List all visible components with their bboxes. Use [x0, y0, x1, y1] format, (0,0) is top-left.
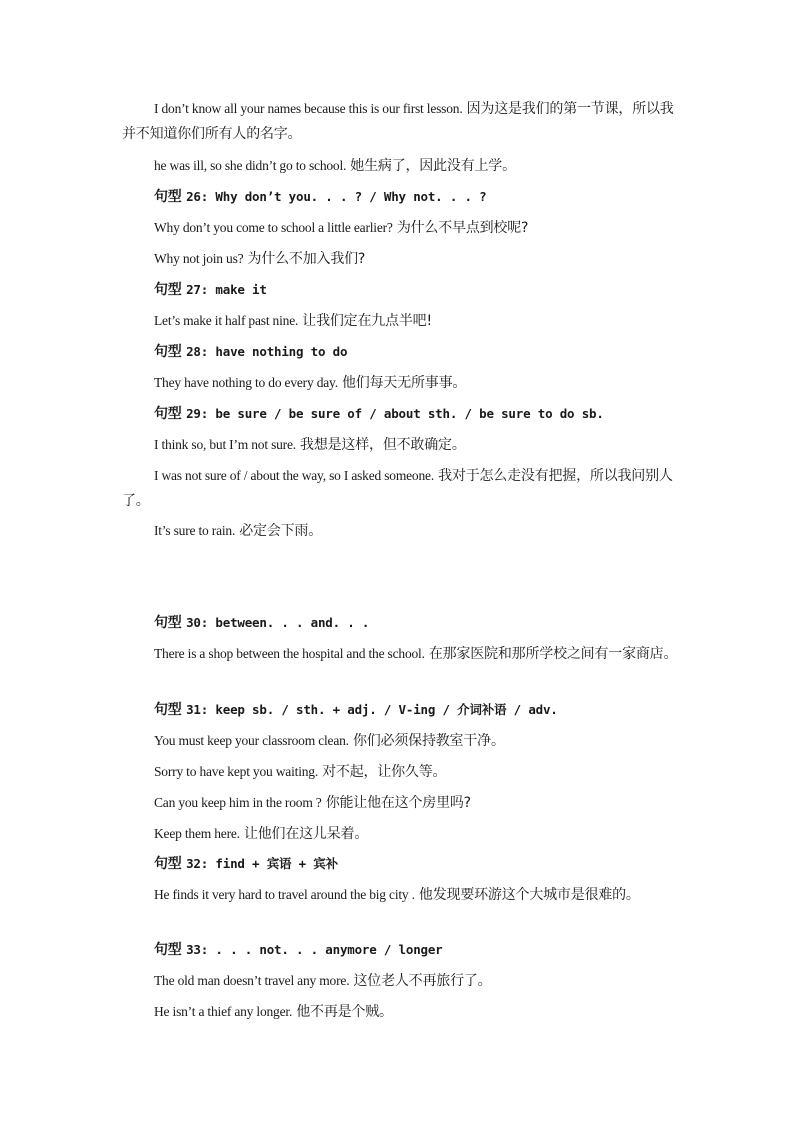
english-text: Why not join us? [154, 251, 244, 266]
english-text: He isn’t a thief any longer. [154, 1004, 293, 1019]
heading-pattern: 27: make it [186, 282, 267, 297]
chinese-translation: 他发现要环游这个大城市是很难的。 [418, 887, 640, 903]
english-text: Why don’t you come to school a little earlier? [154, 220, 393, 235]
heading-label: 句型 [154, 702, 182, 718]
example-sentence [122, 999, 682, 1025]
heading-label: 句型 [154, 615, 182, 631]
chinese-translation: 他不再是个贼。 [296, 1004, 393, 1020]
example-sentence [122, 370, 682, 396]
chinese-translation: 在那家医院和那所学校之间有一家商店。 [428, 646, 678, 662]
example-sentence [122, 463, 682, 514]
example-sentence [122, 518, 682, 544]
chinese-translation: 必定会下雨。 [239, 523, 323, 539]
english-text: You must keep your classroom clean. [154, 733, 349, 748]
chinese-translation: 我想是这样，但不敢确定。 [300, 437, 466, 453]
example-sentence [122, 246, 682, 272]
english-text: I think so, but I’m not sure. [154, 437, 296, 452]
pattern-heading [122, 339, 682, 365]
example-sentence [122, 821, 682, 847]
heading-pattern: 29: be sure / be sure of / about sth. / be sure to do sb. [186, 406, 604, 421]
chinese-translation: 他们每天无所事事。 [342, 375, 467, 391]
heading-pattern: 32: find + 宾语 + 宾补 [186, 856, 338, 871]
chinese-translation: 你能让他在这个房里吗? [325, 795, 471, 811]
chinese-translation: 她生病了，因此没有上学。 [350, 158, 516, 174]
chinese-translation: 为什么不加入我们? [247, 251, 366, 267]
english-text: They have nothing to do every day. [154, 375, 338, 390]
pattern-heading [122, 937, 682, 963]
english-text: Can you keep him in the room ? [154, 795, 322, 810]
heading-pattern: 26: Why don’t you. . . ? / Why not. . . ? [186, 189, 487, 204]
heading-pattern: 33: . . . not. . . anymore / longer [186, 942, 443, 957]
english-text: he was ill, so she didn’t go to school. [154, 158, 347, 173]
heading-label: 句型 [154, 942, 182, 958]
pattern-heading [122, 697, 682, 723]
example-sentence [122, 432, 682, 458]
example-sentence [122, 153, 682, 179]
english-text: The old man doesn’t travel any more. [154, 973, 350, 988]
english-text: I was not sure of / about the way, so I asked someone. [154, 468, 435, 483]
chinese-translation: 让我们定在九点半吧! [302, 313, 432, 329]
english-text: There is a shop between the hospital and the school. [154, 646, 425, 661]
heading-label: 句型 [154, 406, 182, 422]
pattern-heading [122, 277, 682, 303]
example-sentence [122, 728, 682, 754]
chinese-translation: 我对于怎么走没有把握，所以我问别人了。 [122, 468, 673, 509]
heading-label: 句型 [154, 856, 182, 872]
example-sentence [122, 308, 682, 334]
heading-pattern: 30: between. . . and. . . [186, 615, 370, 630]
chinese-translation: 为什么不早点到校呢? [396, 220, 529, 236]
english-text: Sorry to have kept you waiting. [154, 764, 319, 779]
english-text: It’s sure to rain. [154, 523, 236, 538]
chinese-translation: 让他们在这儿呆着。 [243, 826, 369, 842]
heading-pattern: 31: keep sb. / sth. + adj. / V-ing / 介词补语 / adv. [186, 702, 558, 717]
example-sentence [122, 641, 682, 667]
chinese-translation: 你们必须保持教室干净。 [352, 733, 505, 749]
chinese-translation: 这位老人不再旅行了。 [353, 973, 492, 989]
heading-pattern: 28: have nothing to do [186, 344, 348, 359]
heading-label: 句型 [154, 189, 182, 205]
chinese-translation: 因为这是我们的第一节课，所以我并不知道你们所有人的名字。 [122, 101, 674, 142]
example-sentence [122, 968, 682, 994]
heading-label: 句型 [154, 344, 182, 360]
english-text: He finds it very hard to travel around the big city . [154, 887, 415, 902]
english-text: Keep them here. [154, 826, 240, 841]
chinese-translation: 对不起，让你久等。 [322, 764, 447, 780]
example-sentence [122, 96, 682, 147]
pattern-heading [122, 610, 682, 636]
example-sentence [122, 215, 682, 241]
pattern-heading [122, 184, 682, 210]
pattern-heading [122, 851, 682, 877]
example-sentence [122, 882, 682, 908]
english-text: I don’t know all your names because this is our first lesson. [154, 101, 463, 116]
heading-label: 句型 [154, 282, 182, 298]
english-text: Let’s make it half past nine. [154, 313, 299, 328]
example-sentence [122, 790, 682, 816]
example-sentence [122, 759, 682, 785]
pattern-heading [122, 401, 682, 427]
